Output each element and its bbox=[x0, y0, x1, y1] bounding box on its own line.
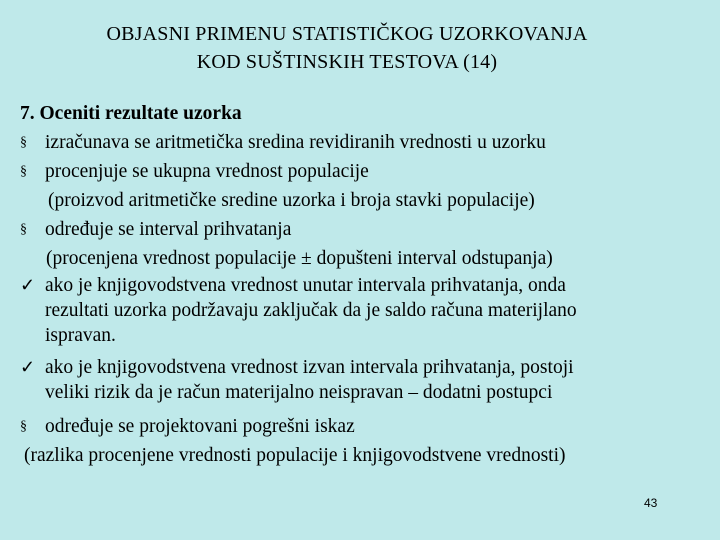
list-item-text: izračunava se aritmetička sredina revidiranih vrednosti u uzorku bbox=[45, 132, 546, 153]
bullet-icon: § bbox=[20, 135, 27, 150]
check-item-text: ako je knjigovodstvena vrednost izvan intervala prihvatanja, postoji bbox=[45, 357, 574, 378]
section-heading: 7. Oceniti rezultate uzorka bbox=[20, 103, 242, 124]
checkmark-icon: ✓ bbox=[20, 357, 36, 377]
list-item bbox=[20, 157, 710, 186]
page-number: 43 bbox=[644, 496, 658, 510]
note-text: (razlika procenjene vrednosti populacije i knjigovodstvene vrednosti) bbox=[24, 445, 566, 466]
check-item bbox=[20, 355, 710, 380]
check-item-text: veliki rizik da je račun materijalno neispravan – dodatni postupci bbox=[45, 382, 553, 403]
list-item bbox=[20, 412, 710, 441]
check-item-text: rezultati uzorka podržavaju zaključak da je saldo računa materijlano bbox=[45, 300, 577, 321]
slide-title bbox=[0, 20, 694, 76]
list-item-note bbox=[20, 186, 710, 215]
check-item-text: ispravan. bbox=[45, 325, 116, 346]
check-item-continuation bbox=[20, 380, 710, 412]
bullet-icon: § bbox=[20, 222, 27, 237]
checkmark-icon: ✓ bbox=[20, 275, 36, 295]
slide-title-line-1: OBJASNI PRIMENU STATISTIČKOG UZORKOVANJA bbox=[106, 23, 588, 45]
note-text: (proizvod aritmetičke sredine uzorka i broja stavki populacije) bbox=[48, 190, 535, 211]
list-item-note bbox=[20, 441, 710, 470]
check-item-continuation bbox=[20, 323, 710, 355]
list-item-text: određuje se interval prihvatanja bbox=[45, 219, 292, 240]
slide-title-line-2: KOD SUŠTINSKIH TESTOVA (14) bbox=[196, 51, 498, 73]
list-item bbox=[20, 215, 710, 244]
list-item-text: procenjuje se ukupna vrednost populacije bbox=[45, 161, 369, 182]
list-item-text: određuje se projektovani pogrešni iskaz bbox=[45, 416, 355, 437]
bullet-icon: § bbox=[20, 164, 27, 179]
bullet-icon: § bbox=[20, 419, 27, 434]
check-item-text: ako je knjigovodstvena vrednost unutar intervala prihvatanja, onda bbox=[45, 275, 566, 296]
check-item bbox=[20, 273, 710, 298]
slide-content bbox=[20, 99, 710, 470]
list-item-note bbox=[20, 244, 710, 273]
note-text: (procenjena vrednost populacije ± dopušteni interval odstupanja) bbox=[46, 248, 553, 269]
check-item-continuation bbox=[20, 298, 710, 323]
list-item bbox=[20, 128, 710, 157]
